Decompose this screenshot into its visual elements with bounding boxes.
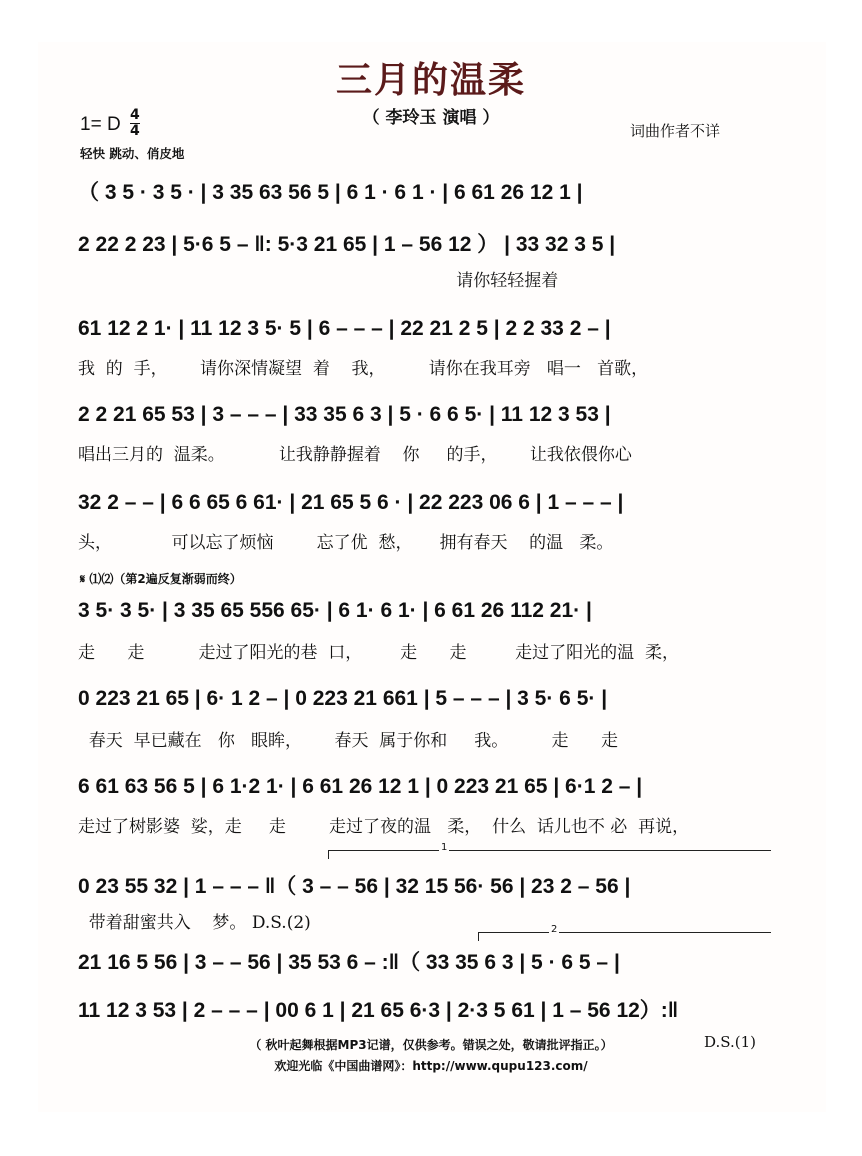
key-signature: 1= D — [80, 114, 121, 135]
volta-bracket-1 — [328, 842, 771, 859]
staff-line: 0 23 55 32 | 1 – – – ‖（ 3 – – 56 | 32 15 56· 56 | 23 2 – 56 | — [78, 875, 631, 898]
author-credit: 词曲作者不详 — [630, 122, 721, 140]
volta-number: 1 — [441, 842, 448, 853]
lyric-line: 唱出三月的 温柔。 让我静静握着 你 的手， 让我依偎你心 — [78, 445, 632, 465]
singer-credit: （ 李玲玉 演唱 ） — [362, 108, 500, 128]
ds-marker: D.S.(1) — [704, 1033, 757, 1051]
staff-line: 3 5· 3 5· | 3 35 65 556 65· | 6 1· 6 1· | 6 61 26 112 21· | — [78, 599, 592, 622]
staff-line: 32 2 – – | 6 6 65 6 61· | 21 65 5 6 · | 22 223 06 6 | 1 – – – | — [78, 491, 624, 514]
lyric-line: 走过了树影婆 娑，走 走 走过了夜的温 柔， 什么 话儿也不 必 再说， — [78, 817, 690, 837]
staff-line: 21 16 5 56 | 3 – – 56 | 35 53 6 – :‖（ 33 35 6 3 | 5 · 6 5 – | — [78, 951, 620, 974]
lyric-line: 走 走 走过了阳光的巷 口， 走 走 走过了阳光的温 柔， — [78, 643, 679, 663]
time-bottom: 4 — [130, 123, 140, 139]
staff-line: （ 3 5 · 3 5 · | 3 35 63 56 5 | 6 1 · 6 1 · | 6 61 26 12 1 | — [78, 181, 583, 204]
site-credit: 欢迎光临《中国曲谱网》：http://www.qupu123.com/ — [274, 1059, 588, 1073]
segno-marker: 𝄋 ⑴⑵（第2遍反复渐弱而终） — [80, 572, 242, 586]
staff-line: 2 2 21 65 53 | 3 – – – | 33 35 6 3 | 5 · 6 6 5· | 11 12 3 53 | — [78, 403, 611, 426]
staff-line: 6 61 63 56 5 | 6 1·2 1· | 6 61 26 12 1 | 0 223 21 65 | 6·1 2 – | — [78, 775, 643, 798]
volta-number: 2 — [551, 924, 558, 935]
tempo-marking: 轻快 跳动、俏皮地 — [80, 146, 185, 161]
transcription-note: （ 秋叶起舞根据MP3记谱，仅供参考。错误之处，敬请批评指正。） — [249, 1038, 613, 1052]
lyric-line: 带着甜蜜共入 梦。 D.S.(2) — [78, 913, 311, 933]
volta-bracket-2 — [478, 924, 771, 941]
staff-line: 0 223 21 65 | 6· 1 2 – | 0 223 21 661 | 5 – – – | 3 5· 6 5· | — [78, 687, 608, 710]
lyric-line: 我 的 手， 请你深情凝望 着 我， 请你在我耳旁 唱一 首歌， — [78, 359, 649, 379]
lyric-line: 春天 早已藏在 你 眼眸， 春天 属于你和 我。 走 走 — [78, 731, 618, 751]
staff-line: 2 22 2 23 | 5·6 5 – ‖: 5·3 21 65 | 1 – 56 12 ） | 33 32 3 5 | — [78, 233, 616, 256]
time-signature — [130, 108, 140, 139]
time-top: 4 — [130, 107, 140, 123]
staff-line: 61 12 2 1· | 11 12 3 5· 5 | 6 – – – | 22 21 2 5 | 2 2 33 2 – | — [78, 317, 611, 340]
lyric-line: 头， 可以忘了烦恼 忘了优 愁， 拥有春天 的温 柔。 — [78, 533, 614, 553]
lyric-line: 请你轻轻握着 — [78, 271, 559, 291]
staff-line: 11 12 3 53 | 2 – – – | 00 6 1 | 21 65 6·3 | 2·3 5 61 | 1 – 56 12）:‖ — [78, 999, 679, 1022]
song-title: 三月的温柔 — [335, 60, 526, 101]
